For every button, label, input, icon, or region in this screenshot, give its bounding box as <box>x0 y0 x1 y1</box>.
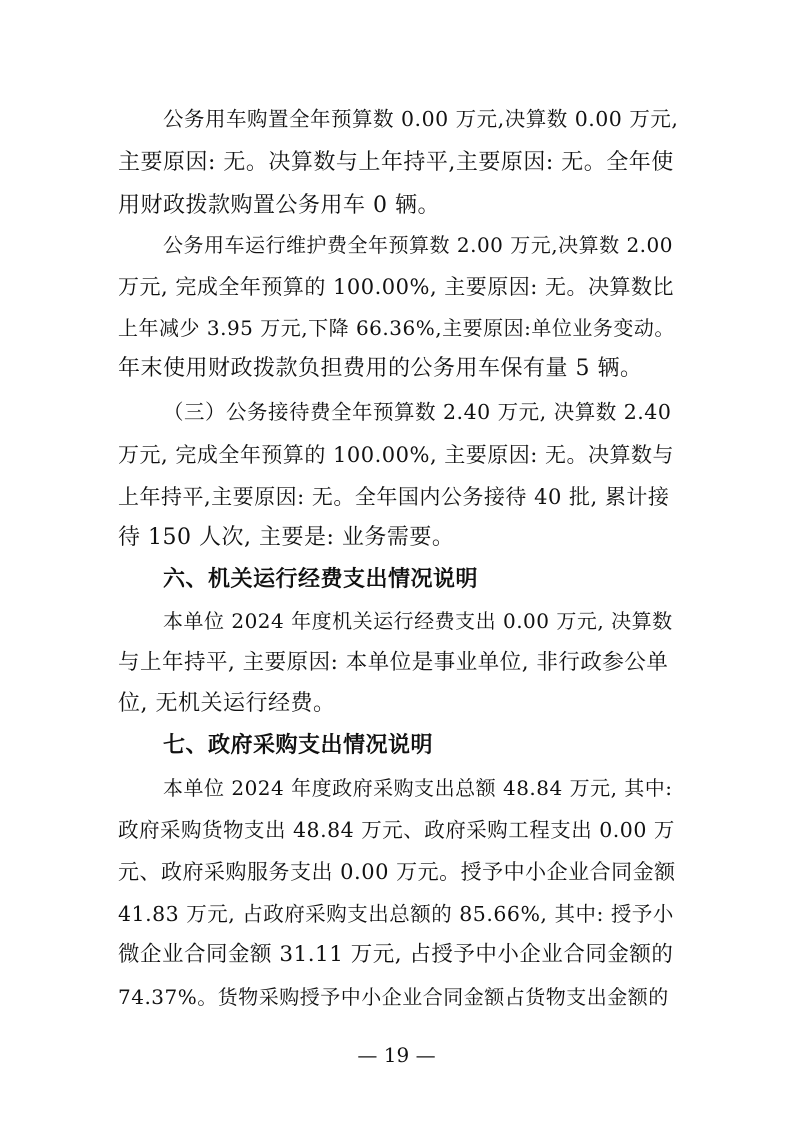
paragraph-line: 41.83 万元, 占政府采购支出总额的 85.66%, 其中: 授予小 <box>118 902 674 926</box>
paragraph-line: 元、政府采购服务支出 0.00 万元。授予中小企业合同金额 <box>118 860 676 884</box>
paragraph-line: 待 150 人次, 主要是: 业务需要。 <box>118 525 455 550</box>
paragraph-line: 微企业合同金额 31.11 万元, 占授予中小企业合同金额的 <box>118 942 674 967</box>
paragraph-line: 上年持平,主要原因: 无。全年国内公务接待 40 批, 累计接 <box>118 485 670 509</box>
paragraph-line: 本单位 2024 年度机关运行经费支出 0.00 万元, 决算数 <box>163 609 673 633</box>
paragraph-line: 公务用车运行维护费全年预算数 2.00 万元,决算数 2.00 <box>163 233 673 257</box>
page-number: — 19 — <box>357 1043 436 1067</box>
paragraph-line: 用财政拨款购置公务用车 0 辆。 <box>118 193 440 218</box>
paragraph-line: （三）公务接待费全年预算数 2.40 万元, 决算数 2.40 <box>163 400 672 424</box>
paragraph-line: 公务用车购置全年预算数 0.00 万元,决算数 0.00 万元, <box>163 107 679 131</box>
paragraph-line: 政府采购货物支出 48.84 万元、政府采购工程支出 0.00 万 <box>118 818 675 842</box>
paragraph-line: 年末使用财政拨款负担费用的公务用车保有量 5 辆。 <box>118 356 643 381</box>
paragraph-line: 本单位 2024 年度政府采购支出总额 48.84 万元, 其中: <box>163 776 673 800</box>
paragraph-line: 与上年持平, 主要原因: 本单位是事业单位, 非行政参公单 <box>118 650 669 675</box>
paragraph-line: 万元, 完成全年预算的 100.00%, 主要原因: 无。决算数比 <box>118 275 675 299</box>
paragraph-line: 74.37%。货物采购授予中小企业合同金额占货物支出金额的 <box>118 985 669 1009</box>
paragraph-line: 位, 无机关运行经费。 <box>118 691 336 716</box>
section-heading: 六、机关运行经费支出情况说明 <box>163 567 479 592</box>
paragraph-line: 上年减少 3.95 万元,下降 66.36%,主要原因:单位业务变动。 <box>118 316 675 340</box>
section-heading: 七、政府采购支出情况说明 <box>163 733 434 758</box>
paragraph-line: 万元, 完成全年预算的 100.00%, 主要原因: 无。决算数与 <box>118 443 675 467</box>
paragraph-line: 主要原因: 无。决算数与上年持平,主要原因: 无。全年使 <box>118 150 674 175</box>
